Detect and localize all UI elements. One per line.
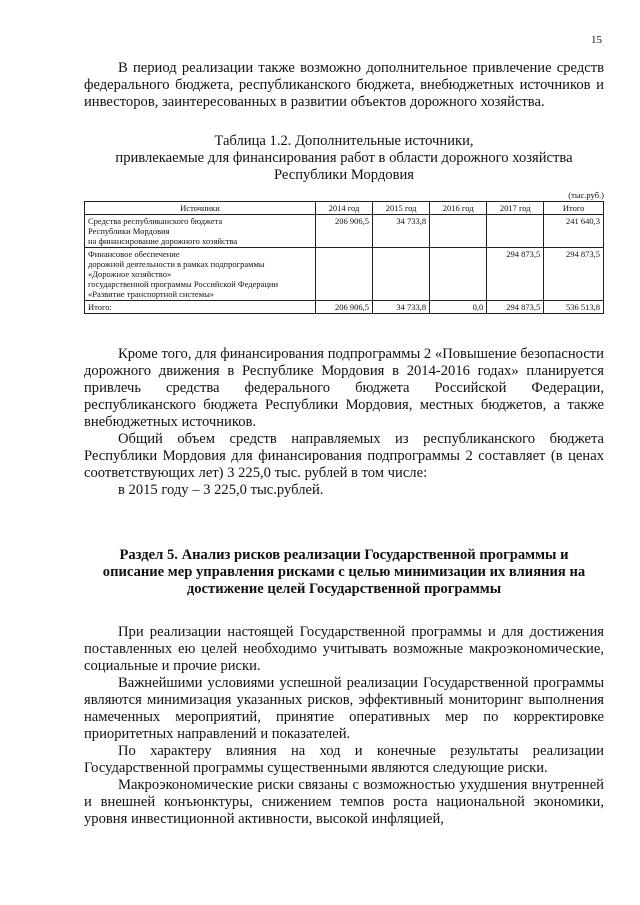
cell-2017 [487, 215, 544, 248]
header-total: Итого [544, 202, 604, 215]
intro-paragraph: В период реализации также возможно дополнительное привлечение средств федерального бюджета, республиканского бюджета, внебюджетных источников и инвесторов, заинтересованных в развитии объектов дорожного хозяйства. [84, 60, 604, 110]
paragraph: Общий объем средств направляемых из республиканского бюджета Республики Мордовия для финансирования подпрограммы 2 составляет (в ценах соответствующих лет) 3 225,0 тыс. рублей в том числе: [84, 431, 604, 481]
table-caption [84, 133, 604, 184]
after-table-text [84, 346, 604, 499]
paragraph: При реализации настоящей Государственной программы и для достижения поставленных ею целей необходимо учитывать возможные макроэкономические, социальные и прочие риски. [84, 624, 604, 674]
cell-2014 [315, 248, 372, 301]
table-caption-line-2: привлекаемые для финансирования работ в области дорожного хозяйства [115, 150, 573, 166]
source-line: на финансирование дорожного хозяйства [88, 236, 238, 246]
page-number: 15 [591, 34, 602, 46]
cell-2016 [430, 215, 487, 248]
paragraph: в 2015 году – 3 225,0 тыс.рублей. [118, 482, 324, 498]
source-line: Итого: [88, 302, 112, 312]
source-line: «Развитие транспортной системы» [88, 289, 215, 299]
paragraph: Макроэкономические риски связаны с возможностью ухудшения внутренней и внешней конъюнктуры, снижением темпов роста национальной экономики, уровня инвестиционной активности, высокой инфляцией, [84, 777, 604, 827]
paragraph: По характеру влияния на ход и конечные результаты реализации Государственной программы существенными являются следующие риски. [84, 743, 604, 776]
document-body [84, 60, 604, 828]
cell-2017: 294 873,5 [487, 301, 544, 314]
cell-2015 [373, 248, 430, 301]
table-unit: (тыс.руб.) [568, 190, 604, 200]
paragraph: Важнейшими условиями успешной реализации Государственной программы являются минимизация указанных рисков, эффективный мониторинг выполнения намеченных мероприятий, принятие оперативных мер по корректировке приоритетных направлений и показателей. [84, 675, 604, 742]
source-line: Средства республиканского бюджета [88, 216, 223, 226]
cell-2014: 206 906,5 [315, 301, 372, 314]
header-sources: Источники [85, 202, 316, 215]
source-line: «Дорожное хозяйство» [88, 269, 172, 279]
cell-2015: 34 733,8 [373, 301, 430, 314]
cell-total: 241 640,3 [544, 215, 604, 248]
source-cell [85, 248, 316, 301]
cell-2015: 34 733,8 [373, 215, 430, 248]
table-row [85, 248, 604, 301]
source-cell [85, 301, 316, 314]
header-2017: 2017 год [487, 202, 544, 215]
section-heading-line-3: достижение целей Государственной программы [186, 581, 502, 597]
section-body [84, 624, 604, 828]
header-2014: 2014 год [315, 202, 372, 215]
table-caption-line-1: Таблица 1.2. Дополнительные источники, [214, 133, 474, 149]
header-2016: 2016 год [430, 202, 487, 215]
source-line: Республики Мордовия [88, 226, 170, 236]
section-heading-line-2: описание мер управления рисками с целью минимизации их влияния на [102, 564, 586, 580]
section-heading [84, 547, 604, 598]
table-row [85, 215, 604, 248]
section-heading-line-1: Раздел 5. Анализ рисков реализации Государственной программы и [119, 547, 569, 563]
cell-2016: 0,0 [430, 301, 487, 314]
source-line: дорожной деятельности в рамках подпрограммы [88, 259, 265, 269]
cell-total: 294 873,5 [544, 248, 604, 301]
table-caption-line-3: Республики Мордовия [273, 167, 414, 183]
cell-2017: 294 873,5 [487, 248, 544, 301]
table-row-total [85, 301, 604, 314]
cell-2016 [430, 248, 487, 301]
source-cell [85, 215, 316, 248]
source-line: государственной программы Российской Федерации [88, 279, 279, 289]
source-line: Финансовое обеспечение [88, 249, 180, 259]
cell-2014: 206 906,5 [315, 215, 372, 248]
cell-total: 536 513,8 [544, 301, 604, 314]
table-header-row [85, 202, 604, 215]
paragraph: Кроме того, для финансирования подпрограммы 2 «Повышение безопасности дорожного движения в Республике Мордовия в 2014-2016 годах» планируется привлечь средства федерального бюджета Российской Федерации, республиканского бюджета Республики Мордовия, местных бюджетов, а также внебюджетных источников. [84, 346, 604, 430]
header-2015: 2015 год [373, 202, 430, 215]
funding-sources-table [84, 201, 604, 314]
